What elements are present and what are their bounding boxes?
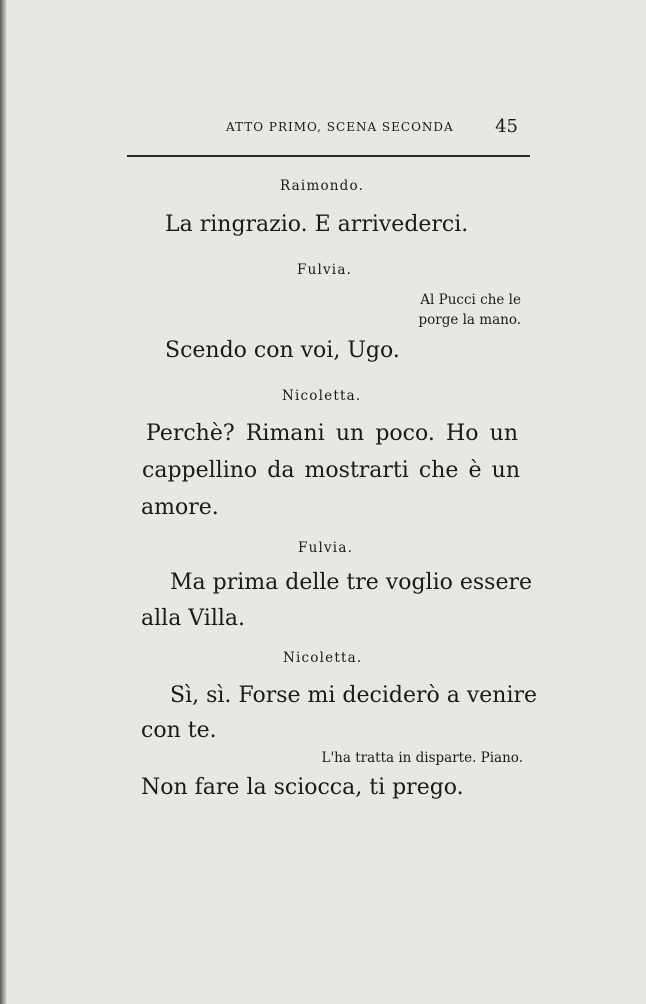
speaker-nicoletta: Nicoletta. [283, 650, 363, 666]
header-rule [127, 155, 530, 157]
stage-direction-line: Al Pucci che le [420, 292, 521, 308]
speaker-raimondo: Raimondo. [280, 178, 365, 194]
page-edge-shadow [0, 0, 7, 1004]
header-title: ATTO PRIMO, SCENA SECONDA [226, 120, 454, 134]
dialogue-line: Ma prima delle tre voglio essere [170, 570, 533, 595]
stage-direction [418, 290, 521, 330]
dialogue-line: La ringrazio. E arrivederci. [165, 212, 469, 237]
dialogue-line: Scendo con voi, Ugo. [165, 338, 400, 363]
speaker-nicoletta: Nicoletta. [282, 388, 362, 404]
dialogue-line: amore. [141, 495, 219, 520]
dialogue-line: Non fare la sciocca, ti prego. [141, 775, 464, 800]
speaker-fulvia: Fulvia. [298, 540, 354, 556]
dialogue-line: alla Villa. [141, 606, 246, 631]
dialogue-line: Perchè? Rimani un poco. Ho un [146, 421, 518, 446]
speaker-fulvia: Fulvia. [297, 262, 353, 278]
dialogue-line: con te. [141, 718, 217, 743]
page-number: 45 [495, 116, 518, 137]
stage-direction: L'ha tratta in disparte. Piano. [321, 750, 523, 766]
dialogue-line: cappellino da mostrarti che è un [142, 458, 520, 483]
stage-direction-line: porge la mano. [418, 312, 521, 328]
dialogue-line: Sì, sì. Forse mi deciderò a venire [170, 683, 538, 708]
running-header [130, 112, 528, 142]
